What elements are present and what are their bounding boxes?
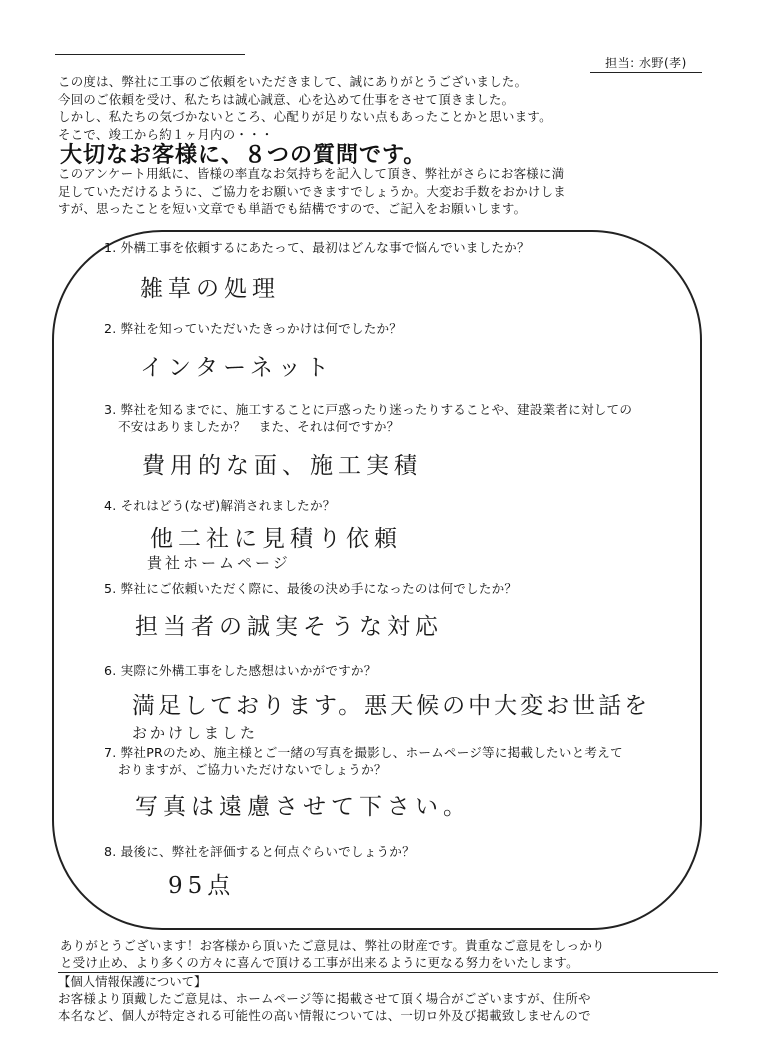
intro-text	[58, 73, 718, 143]
question-8: 8. 最後に、弊社を評価すると何点ぐらいでしょうか？	[104, 844, 415, 859]
thanks-line: ありがとうございます！お客様から頂いたご意見は、弊社の財産です。貴重なご意見をしっかり	[60, 938, 605, 953]
request-text	[58, 165, 728, 218]
answer-7: 写真は遠慮させて下さい。	[135, 794, 471, 820]
privacy-text	[58, 990, 728, 1024]
request-line: すが、思ったことを短い文章でも単語でも結構ですので、ご記入をお願いします。	[58, 201, 527, 216]
intro-line: 今回のご依頼を受け、私たちは誠心誠意、心を込めて仕事をさせて頂きました。	[58, 91, 515, 107]
intro-line: しかし、私たちの気づかないところ、心配りが足りない点もあったことかと思います。	[58, 109, 552, 124]
answer-2: インターネット	[140, 355, 334, 381]
answer-6: 満足しております。悪天候の中大変お世話を	[132, 693, 651, 719]
answer-5: 担当者の誠実そうな対応	[135, 614, 443, 640]
answer-4-note: 貴社ホームページ	[147, 554, 291, 572]
privacy-line: 本名など、個人が特定される可能性の高い情報については、一切ロ外及び掲載致しませんので	[58, 1008, 591, 1023]
question-7: 7. 弊社PRのため、施主様とご一緒の写真を撮影し、ホームページ等に掲載したいと考えて	[104, 745, 623, 760]
question-3: 3. 弊社を知るまでに、施工することに戸惑ったり迷ったりすることや、建設業者に対しての	[104, 402, 633, 417]
question-3-cont: 不安はありましたか？ また、それは何ですか？	[118, 419, 400, 434]
staff-in-charge: 担当: 水野(孝)	[590, 54, 702, 73]
answer-1: 雑草の処理	[140, 276, 280, 302]
request-line: 足していただけるように、ご協力をお願いできますでしょうか。大変お手数をおかけしま	[58, 183, 566, 199]
question-7-cont: おりますが、ご協力いただけないでしょうか？	[118, 762, 387, 777]
question-6: 6. 実際に外構工事をした感想はいかがですか？	[104, 663, 377, 678]
privacy-line: お客様より頂戴したご意見は、ホームページ等に掲載させて頂く場合がございますが、住所や	[58, 991, 591, 1006]
question-2: 2. 弊社を知っていただいたきっかけは何でしたか？	[104, 321, 403, 336]
top-rule	[55, 54, 245, 55]
intro-line: そこで、竣工から約１ヶ月内の・・・	[58, 126, 274, 142]
answer-4: 他二社に見積り依頼	[150, 526, 402, 552]
request-line: このアンケート用紙に、皆様の率直なお気持ちを記入して頂き、弊社がさらにお客様に満	[58, 166, 565, 181]
question-4: 4. それはどう(なぜ)解消されましたか？	[104, 498, 336, 513]
intro-line: この度は、弊社に工事のご依頼をいただきまして、誠にありがとうございました。	[58, 74, 528, 89]
headline: 大切なお客様に、８つの質問です。	[60, 143, 427, 168]
privacy-title: 【個人情報保護について】	[58, 972, 718, 990]
answer-6-cont: おかけしました	[132, 724, 259, 742]
thanks-line: と受け止め、より多くの方々に喜んで頂ける工事が出来るように更なる努力をいたします。	[60, 955, 579, 970]
question-5: 5. 弊社にご依頼いただく際に、最後の決め手になったのは何でしたか？	[104, 581, 518, 596]
answer-8: 95点	[168, 873, 236, 899]
answer-3: 費用的な面、施工実積	[142, 453, 422, 479]
thanks-text	[60, 937, 720, 971]
question-1: 1. 外構工事を依頼するにあたって、最初はどんな事で悩んでいましたか？	[104, 240, 530, 255]
